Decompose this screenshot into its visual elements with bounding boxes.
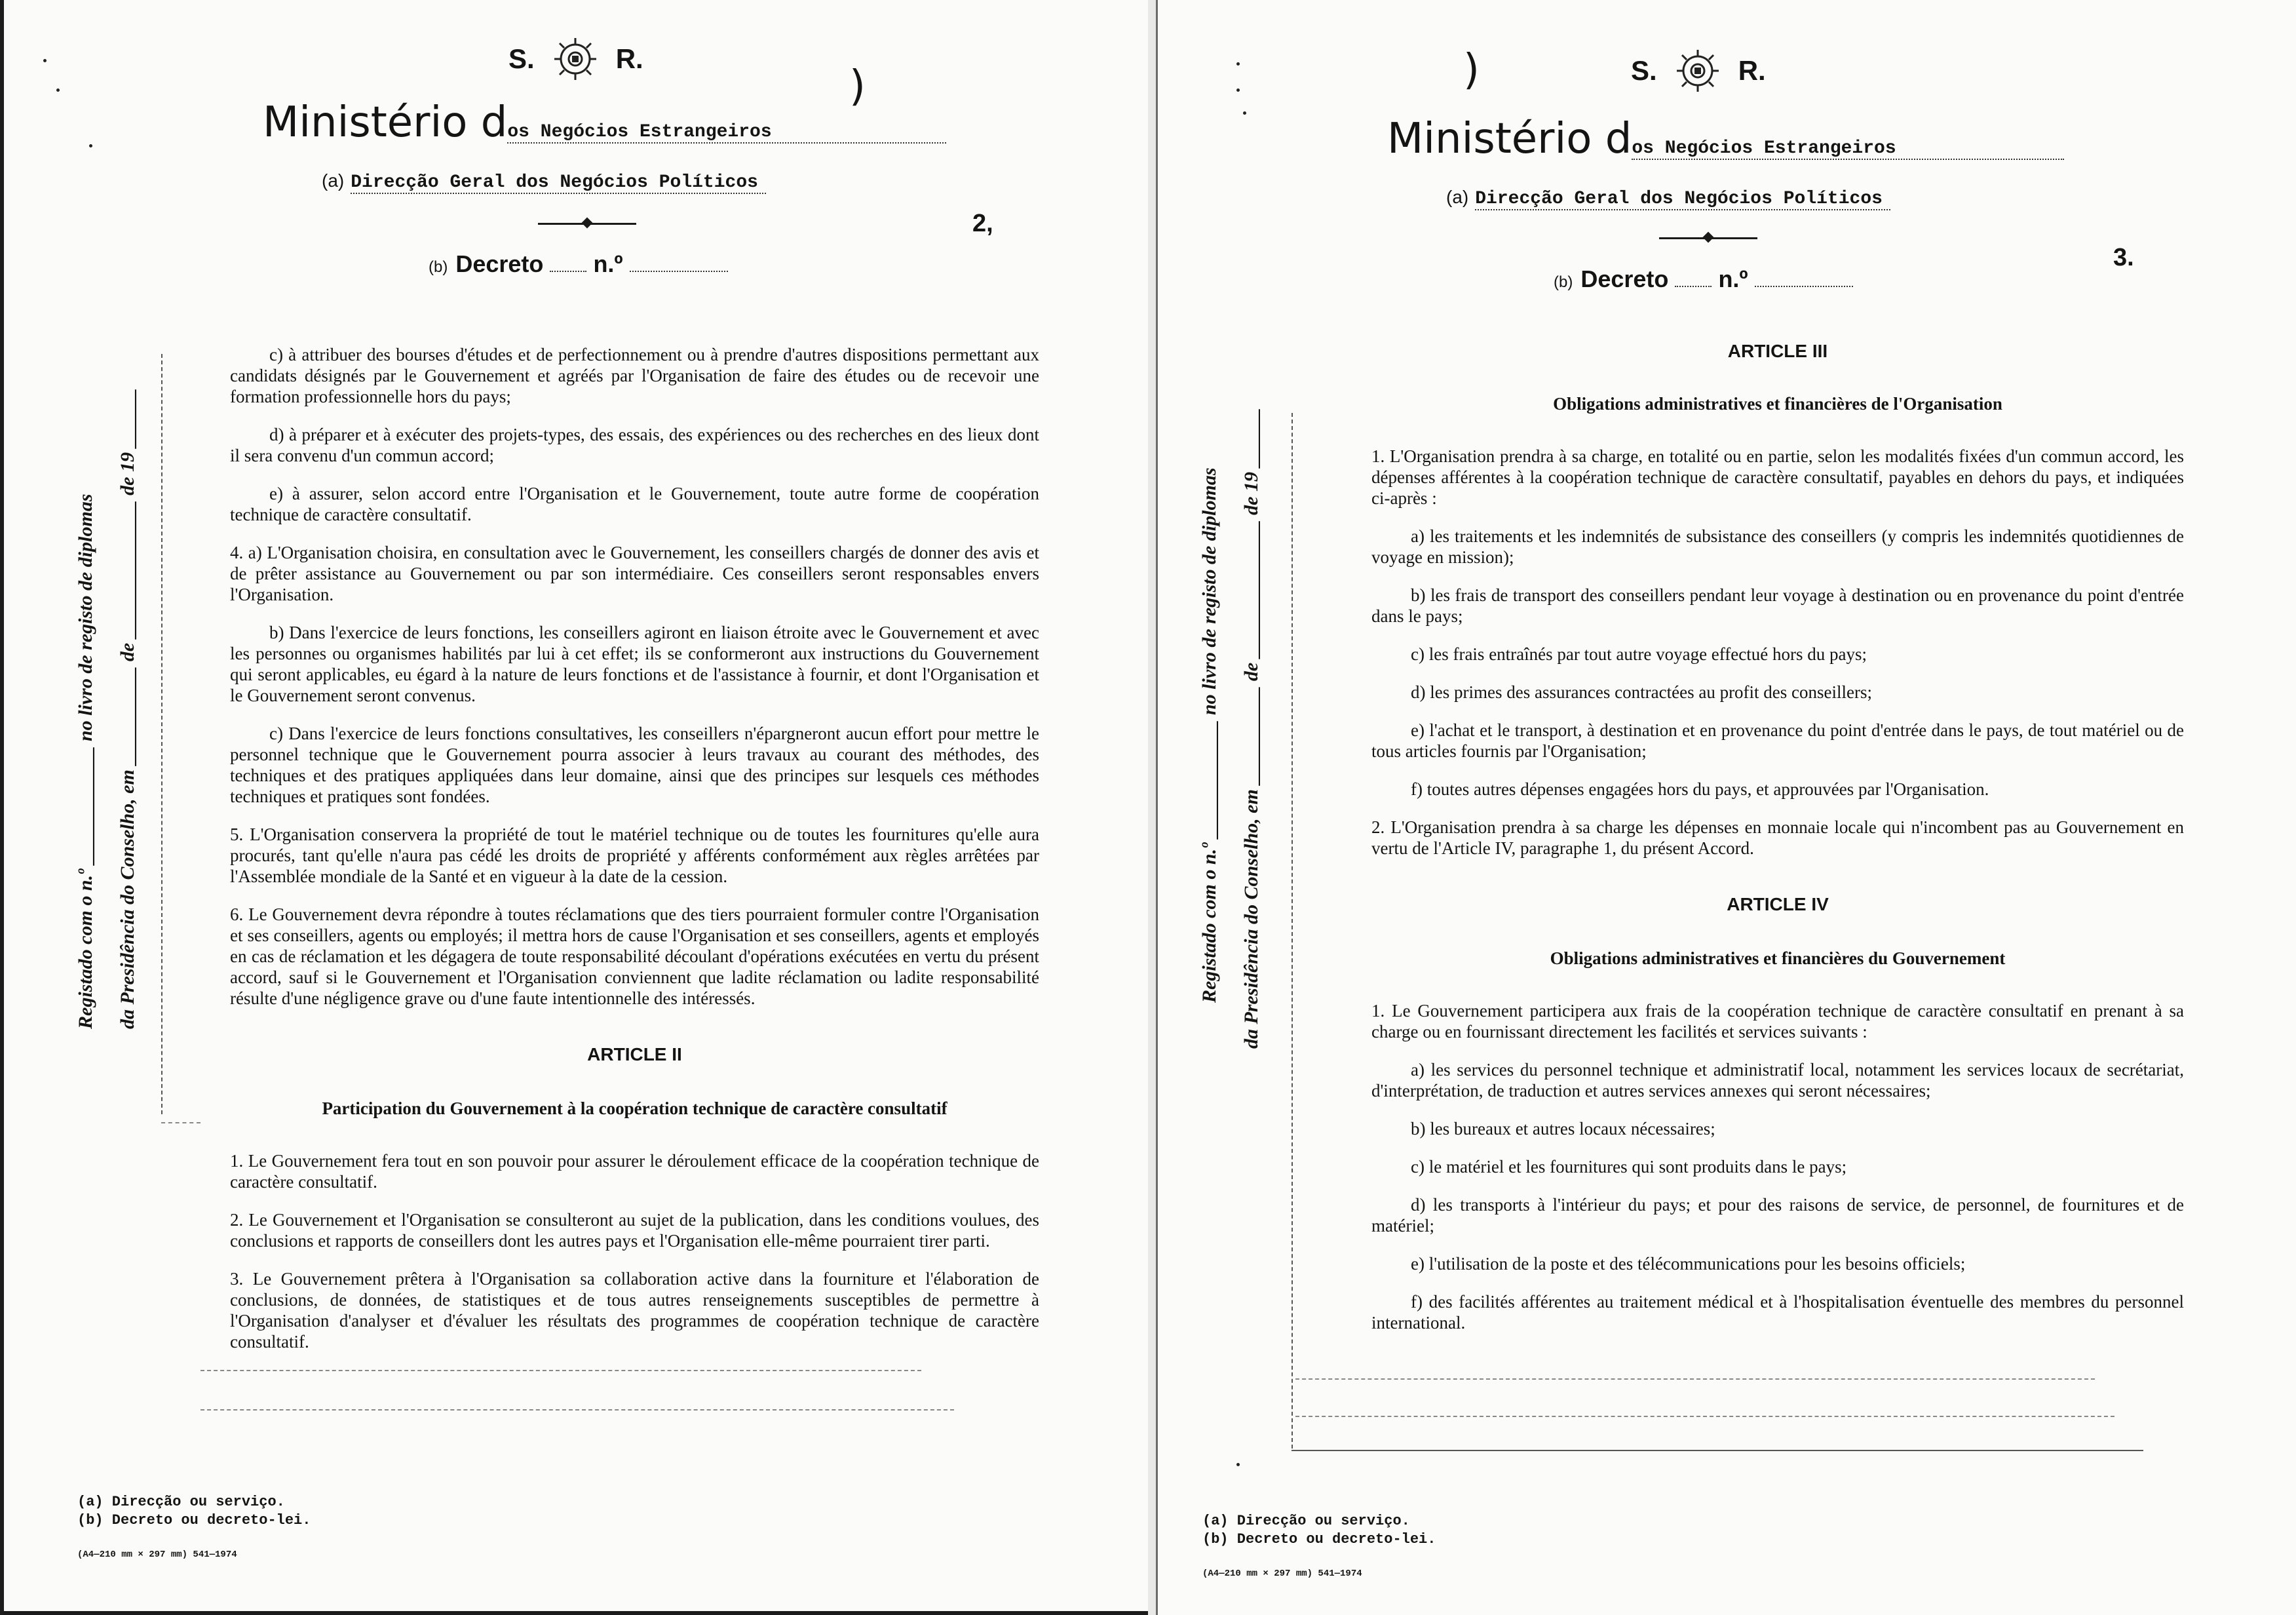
article-title: ARTICLE II	[587, 1044, 682, 1064]
sr-letter-r: R.	[615, 43, 643, 74]
scan-mark: )	[849, 62, 866, 111]
scan-speck	[56, 88, 60, 92]
decreto-n: n.º	[593, 250, 623, 277]
direccao-label: (a)	[1446, 187, 1469, 207]
paragraph: 3. Le Gouvernement prêtera à l'Organisation sa collaboration active dans la fourniture et l'élaboration de conclusions, de données, de statistiques et de tous autres renseignements susceptibles de permettre à l'Organisation d'analyser et d'évaluer les résultats des programmes de coopération technique de caractère consultatif.	[230, 1269, 1039, 1352]
paragraph: d) les primes des assurances contractées au profit des conseillers;	[1411, 682, 1873, 702]
paragraph: c) les frais entraînés par tout autre voyage effectué hors du pays;	[1411, 644, 1867, 664]
scan-speck	[43, 59, 47, 62]
margin-fold-line	[161, 354, 163, 1114]
paragraph: e) l'achat et le transport, à destination et en provenance du point d'entrée dans le pays, de tout matériel ou de tous articles fournis par l'Organisation;	[1371, 720, 2184, 761]
ministry-line	[263, 98, 946, 147]
footnote-a: (a) Direcção ou serviço.	[77, 1494, 285, 1510]
solid-rule	[1292, 1450, 2143, 1451]
footnote-b: (b) Decreto ou decreto-lei.	[1202, 1531, 1436, 1547]
paragraph: a) les services du personnel technique et administratif local, notamment les services locaux de secrétariat, d'interprétation, de traduction et autres services annexes qui seront nécessaires;	[1371, 1060, 2184, 1100]
paragraph: c) le matériel et les fournitures qui sont produits dans le pays;	[1411, 1157, 1847, 1177]
paragraph: b) Dans l'exercice de leurs fonctions, les conseillers agiront en liaison étroite avec le Gouvernement et avec les personnes ou organismes habilités par lui à cet effet; ils se conformeront aux instructions du Gouvernement qui seront applicables, eu égard à la nature de leurs fonctions et de l'assistance à fournir, et dont l'Organisation et le Gouvernement seront convenus.	[230, 623, 1039, 705]
decreto-blank	[1675, 285, 1712, 287]
scan-speck	[1236, 62, 1240, 66]
paragraph: f) toutes autres dépenses engagées hors du pays, et approuvées par l'Organisation.	[1411, 779, 1989, 799]
scan-speck	[1243, 111, 1246, 115]
decreto-blank	[550, 270, 586, 272]
decreto-n: n.º	[1718, 265, 1748, 292]
dashed-rule	[201, 1409, 954, 1411]
margin-registo-line1: Registado com o n.º ____________ no livro de registo de diplomas	[1198, 467, 1220, 1003]
ministry-prefix: Ministério d	[1387, 115, 1632, 163]
direccao-name: Direcção Geral dos Negócios Políticos	[1475, 189, 1890, 210]
scan-speck	[1236, 88, 1240, 92]
paragraph: c) Dans l'exercice de leurs fonctions consultatives, les conseillers n'épargneront aucun effort pour mettre le personnel technique que le Gouvernement pourra associer à leurs travaux au courant des méthodes, des techniques et des pratiques appliquées dans leur domaine, ainsi que des principes sur lesquels ces méthodes techniques et pratiques sont fondées.	[230, 724, 1039, 806]
page-number: 2,	[972, 210, 993, 237]
dashed-rule	[1295, 1378, 2095, 1380]
document-page-right	[1156, 0, 2296, 1615]
body-text-left	[230, 344, 1039, 1369]
paper-format-note: (A4—210 mm × 297 mm) 541—1974	[77, 1549, 237, 1560]
article-subtitle: Obligations administratives et financières de l'Organisation	[1553, 394, 2002, 414]
sr-letter-s: S.	[1631, 55, 1657, 86]
paragraph: 2. L'Organisation prendra à sa charge les dépenses en monnaie locale qui n'incombent pas au Gouvernement en vertu de l'Article IV, paragraphe 1, du présent Accord.	[1371, 817, 2184, 858]
paragraph: 1. Le Gouvernement participera aux frais de la coopération technique de caractère consultatif en prenant à sa charge ou en fournissant directement les facilités et services suivants :	[1371, 1001, 2184, 1041]
paragraph: 4. a) L'Organisation choisira, en consultation avec le Gouvernement, les conseillers chargés de donner des avis et de prêter assistance au Gouvernement ou par son intermédiaire. Ces conseillers seront responsables envers l'Organisation.	[230, 543, 1039, 604]
decreto-line	[1554, 265, 1853, 293]
ministry-prefix: Ministério d	[263, 98, 508, 147]
paragraph: 2. Le Gouvernement et l'Organisation se consulteront au sujet de la publication, dans les conditions voulues, des conclusions et rapports de conseillers dont les autres pays et l'Organisation elle-même pourraient tirer parti.	[230, 1210, 1039, 1251]
scan-mark: )	[1463, 46, 1480, 94]
dashed-rule	[1295, 1416, 2114, 1417]
page-number: 3.	[2113, 244, 2134, 271]
coat-of-arms-icon	[552, 35, 599, 83]
page-bottom-edge	[4, 1611, 1148, 1615]
paragraph: f) des facilités afférentes au traitement médical et à l'hospitalisation éventuelle des membres du personnel international.	[1371, 1292, 2184, 1333]
coat-of-arms-icon	[1674, 47, 1721, 94]
paragraph: c) à attribuer des bourses d'études et de perfectionnement ou à prendre d'autres dispositions permettant aux candidats désignés par le Gouvernement et agréés par l'Organisation de faire des études ou de recevoir une formation professionnelle hors du pays;	[230, 345, 1039, 406]
footnote-a: (a) Direcção ou serviço.	[1202, 1513, 1410, 1529]
paragraph: b) les bureaux et autres locaux nécessaires;	[1411, 1119, 1715, 1138]
decreto-number-blank	[1755, 285, 1853, 287]
article-subtitle: Obligations administratives et financières du Gouvernement	[1550, 948, 2006, 968]
ornament-divider	[538, 223, 636, 225]
paragraph: 1. Le Gouvernement fera tout en son pouvoir pour assurer le déroulement efficace de la coopération technique de caractère consultatif.	[230, 1151, 1039, 1192]
paper-format-note: (A4—210 mm × 297 mm) 541—1974	[1202, 1568, 1362, 1579]
margin-registo-line2: da Presidência do Conselho, em __________ de ______________ de 19 ______	[1240, 408, 1262, 1049]
footnotes	[77, 1493, 311, 1564]
ornament-divider	[1659, 237, 1757, 239]
sr-letter-r: R.	[1738, 55, 1766, 86]
paragraph: e) l'utilisation de la poste et des télécommunications pour les besoins officiels;	[1411, 1254, 1966, 1274]
decreto-word: Decreto	[1580, 265, 1669, 292]
article-title: ARTICLE III	[1727, 341, 1828, 361]
sr-letter-s: S.	[508, 43, 535, 74]
dashed-rule	[161, 1122, 201, 1123]
footnotes	[1202, 1512, 1436, 1583]
paragraph: a) les traitements et les indemnités de subsistance des conseillers (y compris les indemnités quotidiennes de voyage en mission);	[1371, 526, 2184, 567]
paragraph: e) à assurer, selon accord entre l'Organisation et le Gouvernement, toute autre forme de coopération technique de caractère consultatif.	[230, 484, 1039, 524]
direccao-line	[322, 170, 766, 194]
body-text-right	[1371, 341, 2184, 1350]
direccao-label: (a)	[322, 170, 345, 191]
ministry-name: os Negócios Estrangeiros	[1632, 138, 2064, 160]
margin-fold-line	[1292, 413, 1293, 1449]
paragraph: 1. L'Organisation prendra à sa charge, en totalité ou en partie, selon les modalités fixées d'un commun accord, les dépenses afférentes à la coopération technique de caractère consultatif, payables en dehors du pays, et indiquées ci-après :	[1371, 446, 2184, 508]
paragraph: d) à préparer et à exécuter des projets-types, des essais, des expériences ou des recherches en des lieux dont il sera convenu d'un commun accord;	[230, 425, 1039, 465]
margin-registo-line1: Registado com o n.º ____________ no livro de registo de diplomas	[75, 494, 96, 1029]
letterhead-sr	[1631, 47, 1766, 94]
paragraph: 5. L'Organisation conservera la propriété de tout le matériel technique ou de toutes les fournitures qu'elle aura procurés, tant qu'elle n'aura pas cédé les droits de propriété y afférents conformément aux règles arrêtées par l'Assemblée mondiale de la Santé et en vigueur à la date de la cession.	[230, 825, 1039, 886]
decreto-line	[429, 250, 728, 278]
scan-speck	[89, 144, 92, 147]
dashed-rule	[201, 1370, 921, 1371]
paragraph: b) les frais de transport des conseillers pendant leur voyage à destination ou en provenance du point d'entrée dans le pays;	[1371, 585, 2184, 626]
decreto-word: Decreto	[455, 250, 544, 277]
direccao-name: Direcção Geral dos Negócios Políticos	[351, 172, 766, 194]
margin-registo-line2: da Presidência do Conselho, em __________ de ______________ de 19 ______	[117, 388, 138, 1029]
decreto-label: (b)	[1554, 273, 1573, 291]
decreto-number-blank	[630, 270, 728, 272]
footnote-b: (b) Decreto ou decreto-lei.	[77, 1512, 311, 1528]
scan-speck	[1236, 1463, 1240, 1466]
letterhead-sr	[508, 35, 643, 83]
paragraph: d) les transports à l'intérieur du pays; et pour des raisons de service, de personnel, de fournitures et de matériel;	[1371, 1195, 2184, 1236]
article-subtitle: Participation du Gouvernement à la coopération technique de caractère consultatif	[322, 1099, 947, 1118]
ministry-line	[1387, 115, 2064, 163]
article-title: ARTICLE IV	[1727, 894, 1829, 914]
decreto-label: (b)	[429, 258, 448, 276]
paragraph: 6. Le Gouvernement devra répondre à toutes réclamations que des tiers pourraient formuler contre l'Organisation et ses conseillers, agents ou employés; il mettra hors de cause l'Organisation et ses conseillers, agents et employés en cas de réclamation et les dégagera de toute responsabilité découlant d'opérations exécutées en vertu du présent accord, sauf si le Gouvernement et l'Organisation conviennent que ladite réclamation ou ladite responsabilité résulte d'une négligence grave ou d'une faute intentionnelle des intéressés.	[230, 905, 1039, 1008]
ministry-name: os Negócios Estrangeiros	[507, 122, 946, 144]
direccao-line	[1446, 187, 1890, 210]
